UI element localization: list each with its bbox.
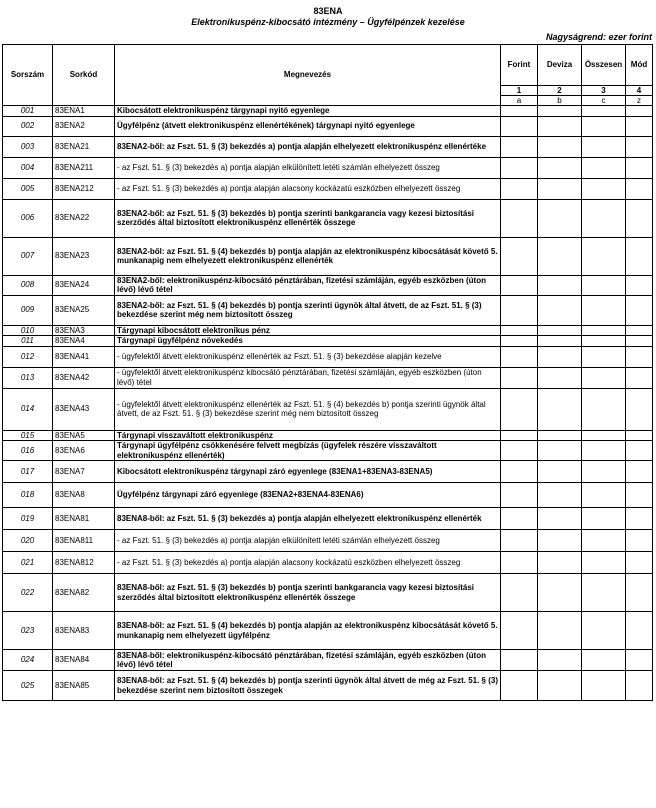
cell-forint[interactable]: [501, 325, 538, 336]
cell-mod[interactable]: [626, 199, 653, 237]
row-megnevezes: 83ENA2-ből: az Fszt. 51. § (4) bekezdés b) pontja alapján az elektronikuspénz kibocsátását követő 5. munkanapig nem elhelyezett elektronikuspénz ellenérték: [115, 237, 501, 275]
row-sorkod: 83ENA2: [53, 116, 115, 136]
row-sorszam: 021: [3, 552, 53, 574]
row-megnevezes: 83ENA8-ből: az Fszt. 51. § (3) bekezdés a) pontja alapján elhelyezett elektronikuspénz ellenérték: [115, 508, 501, 530]
cell-deviza[interactable]: [538, 388, 582, 430]
table-row: [3, 552, 653, 574]
cell-osszesen[interactable]: [582, 295, 626, 325]
row-sorszam: 009: [3, 295, 53, 325]
row-sorkod: 83ENA211: [53, 157, 115, 178]
table-row: [3, 612, 653, 650]
row-megnevezes: 83ENA8-ből: az Fszt. 51. § (3) bekezdés b) pontja szerinti bankgarancia vagy kezesi biztosítási szerződés által biztosított elektronikuspénz ellenérték összege: [115, 574, 501, 612]
table-row: [3, 483, 653, 508]
cell-osszesen[interactable]: [582, 367, 626, 388]
col-header-sorkod: Sorkód: [53, 45, 115, 106]
cell-forint[interactable]: [501, 237, 538, 275]
table-row: [3, 237, 653, 275]
cell-forint[interactable]: [501, 574, 538, 612]
row-sorkod: 83ENA212: [53, 178, 115, 199]
row-sorkod: 83ENA4: [53, 336, 115, 347]
row-megnevezes: - az Fszt. 51. § (3) bekezdés a) pontja alapján elkülönített letéti számlán elhelyezett összeg: [115, 157, 501, 178]
row-megnevezes: Tárgynapi kibocsátott elektronikus pénz: [115, 325, 501, 336]
cell-deviza[interactable]: [538, 508, 582, 530]
cell-mod[interactable]: [626, 552, 653, 574]
cell-osszesen[interactable]: [582, 612, 626, 650]
cell-mod[interactable]: [626, 346, 653, 367]
cell-mod[interactable]: [626, 116, 653, 136]
cell-mod[interactable]: [626, 136, 653, 157]
table-row: [3, 199, 653, 237]
row-sorszam: 023: [3, 612, 53, 650]
row-megnevezes: Ügyfélpénz tárgynapi záró egyenlege (83ENA2+83ENA4-83ENA6): [115, 483, 501, 508]
cell-mod[interactable]: [626, 157, 653, 178]
cell-osszesen[interactable]: [582, 346, 626, 367]
row-sorszam: 015: [3, 430, 53, 441]
cell-forint[interactable]: [501, 612, 538, 650]
cell-forint[interactable]: [501, 336, 538, 347]
cell-forint[interactable]: [501, 441, 538, 461]
cell-osszesen[interactable]: [582, 671, 626, 701]
cell-forint[interactable]: [501, 178, 538, 199]
cell-deviza[interactable]: [538, 441, 582, 461]
row-sorkod: 83ENA5: [53, 430, 115, 441]
row-sorszam: 013: [3, 367, 53, 388]
row-megnevezes: - az Fszt. 51. § (3) bekezdés a) pontja alapján alacsony kockázatú eszközben elhelyezett összeg: [115, 178, 501, 199]
cell-mod[interactable]: [626, 106, 653, 117]
cell-deviza[interactable]: [538, 275, 582, 295]
cell-mod[interactable]: [626, 325, 653, 336]
cell-forint[interactable]: [501, 388, 538, 430]
col-letter-b: b: [538, 96, 582, 106]
cell-osszesen[interactable]: [582, 483, 626, 508]
row-sorszam: 022: [3, 574, 53, 612]
cell-deviza[interactable]: [538, 199, 582, 237]
row-sorkod: 83ENA811: [53, 530, 115, 552]
row-sorkod: 83ENA7: [53, 461, 115, 483]
cell-mod[interactable]: [626, 483, 653, 508]
row-sorszam: 019: [3, 508, 53, 530]
cell-mod[interactable]: [626, 612, 653, 650]
row-megnevezes: 83ENA8-ből: az Fszt. 51. § (4) bekezdés b) pontja alapján az elektronikuspénz kibocsátását követő 5. munkanapig nem elhelyezett ügyfélpénz: [115, 612, 501, 650]
cell-forint[interactable]: [501, 367, 538, 388]
col-header-deviza: Deviza: [538, 45, 582, 86]
table-row: [3, 508, 653, 530]
cell-osszesen[interactable]: [582, 441, 626, 461]
cell-forint[interactable]: [501, 430, 538, 441]
row-sorszam: 003: [3, 136, 53, 157]
cell-deviza[interactable]: [538, 136, 582, 157]
row-sorszam: 017: [3, 461, 53, 483]
cell-deviza[interactable]: [538, 671, 582, 701]
table-row: [3, 441, 653, 461]
cell-osszesen[interactable]: [582, 461, 626, 483]
table-row: [3, 388, 653, 430]
row-sorszam: 012: [3, 346, 53, 367]
row-megnevezes: Kibocsátott elektronikuspénz tárgynapi nyitó egyenlege: [115, 106, 501, 117]
report-subtitle: Elektronikuspénz-kibocsátó intézmény – Ügyfélpénzek kezelése: [191, 17, 465, 27]
col-header-megnevezes: Megnevezés: [115, 45, 501, 106]
cell-forint[interactable]: [501, 106, 538, 117]
cell-deviza[interactable]: [538, 612, 582, 650]
cell-osszesen[interactable]: [582, 530, 626, 552]
cell-mod[interactable]: [626, 295, 653, 325]
cell-deviza[interactable]: [538, 650, 582, 671]
row-sorszam: 001: [3, 106, 53, 117]
col-number-4: 4: [626, 86, 653, 96]
cell-deviza[interactable]: [538, 461, 582, 483]
table-row: [3, 530, 653, 552]
cell-osszesen[interactable]: [582, 325, 626, 336]
cell-deviza[interactable]: [538, 325, 582, 336]
col-header-sorszam: Sorszám: [3, 45, 53, 106]
row-sorkod: 83ENA82: [53, 574, 115, 612]
cell-deviza[interactable]: [538, 530, 582, 552]
cell-deviza[interactable]: [538, 552, 582, 574]
row-megnevezes: 83ENA2-ből: az Fszt. 51. § (3) bekezdés a) pontja alapján elhelyezett elektronikuspénz ellenértéke: [115, 136, 501, 157]
col-letter-a: a: [501, 96, 538, 106]
cell-osszesen[interactable]: [582, 106, 626, 117]
table-row: [3, 157, 653, 178]
cell-mod[interactable]: [626, 430, 653, 441]
cell-osszesen[interactable]: [582, 136, 626, 157]
cell-deviza[interactable]: [538, 574, 582, 612]
table-row: [3, 136, 653, 157]
table-row: [3, 650, 653, 671]
cell-mod[interactable]: [626, 367, 653, 388]
table-row: [3, 461, 653, 483]
cell-forint[interactable]: [501, 346, 538, 367]
table-row: [3, 430, 653, 441]
col-header-forint: Forint: [501, 45, 538, 86]
cell-forint[interactable]: [501, 295, 538, 325]
cell-mod[interactable]: [626, 237, 653, 275]
row-sorszam: 011: [3, 336, 53, 347]
cell-deviza[interactable]: [538, 346, 582, 367]
row-sorszam: 025: [3, 671, 53, 701]
cell-mod[interactable]: [626, 650, 653, 671]
row-sorkod: 83ENA85: [53, 671, 115, 701]
row-sorkod: 83ENA43: [53, 388, 115, 430]
row-sorkod: 83ENA1: [53, 106, 115, 117]
table-row: [3, 275, 653, 295]
row-megnevezes: - ügyfelektől átvett elektronikuspénz ellenérték az Fszt. 51. § (3) bekezdése alapján kezelve: [115, 346, 501, 367]
row-megnevezes: Kibocsátott elektronikuspénz tárgynapi záró egyenlege (83ENA1+83ENA3-83ENA5): [115, 461, 501, 483]
cell-osszesen[interactable]: [582, 574, 626, 612]
row-sorkod: 83ENA812: [53, 552, 115, 574]
col-letter-z: z: [626, 96, 653, 106]
cell-osszesen[interactable]: [582, 388, 626, 430]
row-sorkod: 83ENA8: [53, 483, 115, 508]
col-header-osszesen: Összesen: [582, 45, 626, 86]
cell-osszesen[interactable]: [582, 116, 626, 136]
cell-forint[interactable]: [501, 275, 538, 295]
row-sorszam: 016: [3, 441, 53, 461]
cell-mod[interactable]: [626, 178, 653, 199]
row-sorkod: 83ENA21: [53, 136, 115, 157]
col-number-2: 2: [538, 86, 582, 96]
table-row: [3, 336, 653, 347]
cell-forint[interactable]: [501, 508, 538, 530]
row-sorszam: 020: [3, 530, 53, 552]
cell-deviza[interactable]: [538, 157, 582, 178]
report-code-title: 83ENA: [313, 6, 343, 16]
cell-osszesen[interactable]: [582, 336, 626, 347]
cell-deviza[interactable]: [538, 295, 582, 325]
row-megnevezes: - az Fszt. 51. § (3) bekezdés a) pontja alapján elkülönített letéti számlán elhelyezett összeg: [115, 530, 501, 552]
col-number-3: 3: [582, 86, 626, 96]
row-sorszam: 004: [3, 157, 53, 178]
cell-osszesen[interactable]: [582, 157, 626, 178]
row-sorkod: 83ENA42: [53, 367, 115, 388]
cell-mod[interactable]: [626, 441, 653, 461]
table-row: [3, 574, 653, 612]
cell-forint[interactable]: [501, 530, 538, 552]
cell-osszesen[interactable]: [582, 178, 626, 199]
cell-mod[interactable]: [626, 671, 653, 701]
col-header-mod: Mód: [626, 45, 653, 86]
row-sorkod: 83ENA81: [53, 508, 115, 530]
cell-mod[interactable]: [626, 508, 653, 530]
col-letter-c: c: [582, 96, 626, 106]
cell-osszesen[interactable]: [582, 430, 626, 441]
row-sorszam: 007: [3, 237, 53, 275]
cell-forint[interactable]: [501, 199, 538, 237]
row-megnevezes: Ügyfélpénz (átvett elektronikuspénz ellenértékének) tárgynapi nyitó egyenlege: [115, 116, 501, 136]
row-megnevezes: - az Fszt. 51. § (3) bekezdés a) pontja alapján alacsony kockázatú eszközben elhelyezett összeg: [115, 552, 501, 574]
row-sorkod: 83ENA84: [53, 650, 115, 671]
table-row: [3, 346, 653, 367]
row-megnevezes: - ügyfelektől átvett elektronikuspénz ellenérték az Fszt. 51. § (4) bekezdés b) pontja szerinti ügynök által átvett, de az Fszt. 51. § (3) bekezdése szerint még nem biztosított összeg: [115, 388, 501, 430]
table-body: [3, 106, 653, 701]
row-megnevezes: Tárgynapi visszaváltott elektronikuspénz: [115, 430, 501, 441]
table-row: [3, 116, 653, 136]
row-megnevezes: 83ENA2-ből: elektronikuspénz-kibocsátó pénztárában, fizetési számláján, egyéb eszközben (úton lévő) lévő tétel: [115, 275, 501, 295]
row-megnevezes: 83ENA2-ből: az Fszt. 51. § (4) bekezdés b) pontja szerinti ügynök által átvett, de az Fszt. 51. § (3) bekezdése szerint még nem biztosított összeg: [115, 295, 501, 325]
row-sorkod: 83ENA41: [53, 346, 115, 367]
report-table: [2, 44, 653, 701]
row-sorkod: 83ENA6: [53, 441, 115, 461]
table-row: [3, 325, 653, 336]
table-row: [3, 178, 653, 199]
cell-osszesen[interactable]: [582, 199, 626, 237]
cell-mod[interactable]: [626, 336, 653, 347]
row-sorszam: 024: [3, 650, 53, 671]
cell-forint[interactable]: [501, 671, 538, 701]
table-row: [3, 367, 653, 388]
row-sorszam: 005: [3, 178, 53, 199]
cell-forint[interactable]: [501, 157, 538, 178]
row-sorszam: 008: [3, 275, 53, 295]
cell-deviza[interactable]: [538, 116, 582, 136]
cell-forint[interactable]: [501, 552, 538, 574]
table-row: [3, 671, 653, 701]
cell-deviza[interactable]: [538, 237, 582, 275]
cell-forint[interactable]: [501, 116, 538, 136]
row-megnevezes: Tárgynapi ügyfélpénz növekedés: [115, 336, 501, 347]
unit-label: Nagyságrend: ezer forint: [545, 32, 652, 42]
row-sorszam: 018: [3, 483, 53, 508]
cell-mod[interactable]: [626, 461, 653, 483]
cell-deviza[interactable]: [538, 430, 582, 441]
row-sorszam: 010: [3, 325, 53, 336]
row-megnevezes: - ügyfelektől átvett elektronikuspénz kibocsátó pénztárában, fizetési számláján, egyéb eszközben (úton lévő) tétel: [115, 367, 501, 388]
cell-osszesen[interactable]: [582, 508, 626, 530]
row-sorszam: 002: [3, 116, 53, 136]
cell-mod[interactable]: [626, 574, 653, 612]
row-sorkod: 83ENA24: [53, 275, 115, 295]
cell-osszesen[interactable]: [582, 275, 626, 295]
row-sorkod: 83ENA25: [53, 295, 115, 325]
row-sorkod: 83ENA3: [53, 325, 115, 336]
col-number-1: 1: [501, 86, 538, 96]
cell-osszesen[interactable]: [582, 552, 626, 574]
cell-osszesen[interactable]: [582, 650, 626, 671]
cell-deviza[interactable]: [538, 106, 582, 117]
row-megnevezes: 83ENA8-ből: az Fszt. 51. § (4) bekezdés b) pontja szerinti ügynök által átvett de még az Fszt. 51. § (3) bekezdése szerint nem biztosított összegek: [115, 671, 501, 701]
row-megnevezes: Tárgynapi ügyfélpénz csökkenésére felvett megbízás (ügyfelek részére visszaváltott elektronikuspénz ellenérték): [115, 441, 501, 461]
row-sorszam: 006: [3, 199, 53, 237]
row-sorkod: 83ENA22: [53, 199, 115, 237]
cell-forint[interactable]: [501, 461, 538, 483]
cell-forint[interactable]: [501, 136, 538, 157]
cell-deviza[interactable]: [538, 336, 582, 347]
cell-deviza[interactable]: [538, 367, 582, 388]
row-sorkod: 83ENA83: [53, 612, 115, 650]
cell-mod[interactable]: [626, 388, 653, 430]
cell-deviza[interactable]: [538, 483, 582, 508]
cell-osszesen[interactable]: [582, 237, 626, 275]
row-sorkod: 83ENA23: [53, 237, 115, 275]
row-sorszam: 014: [3, 388, 53, 430]
table-row: [3, 106, 653, 117]
row-megnevezes: 83ENA2-ből: az Fszt. 51. § (3) bekezdés b) pontja szerinti bankgarancia vagy kezesi biztosítási szerződés által biztosított elektronikuspénz ellenérték összege: [115, 199, 501, 237]
cell-forint[interactable]: [501, 650, 538, 671]
row-megnevezes: 83ENA8-ből: elektronikuspénz-kibocsátó pénztárában, fizetési számláján, egyéb eszközben (úton lévő) lévő tétel: [115, 650, 501, 671]
cell-forint[interactable]: [501, 483, 538, 508]
cell-mod[interactable]: [626, 530, 653, 552]
cell-mod[interactable]: [626, 275, 653, 295]
cell-deviza[interactable]: [538, 178, 582, 199]
table-row: [3, 295, 653, 325]
